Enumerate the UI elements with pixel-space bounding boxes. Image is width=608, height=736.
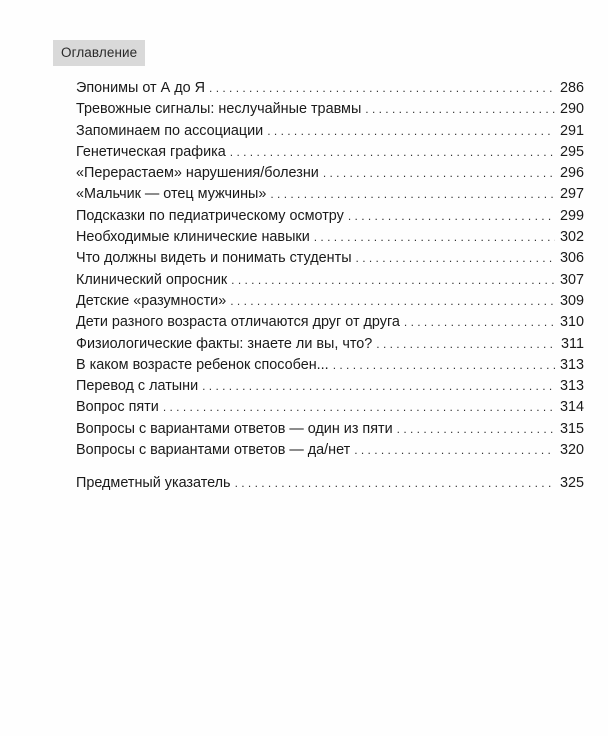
toc-entry-page: 286 <box>559 80 584 96</box>
toc-entry-page: 313 <box>559 378 584 395</box>
toc-entry[interactable] <box>76 376 584 397</box>
toc-entry[interactable] <box>76 312 584 333</box>
dot-leader <box>376 334 555 355</box>
toc-entry[interactable] <box>76 163 584 184</box>
toc-entry-page: 297 <box>559 186 584 203</box>
toc-entry-title: Запоминаем по ассоциации <box>76 122 264 139</box>
dot-leader <box>235 473 555 494</box>
toc-entry-page: 311 <box>561 335 584 352</box>
toc-entry-title: Вопросы с вариантами ответов — да/нет <box>76 442 351 459</box>
toc-entry-title: Эпонимы от А до Я <box>76 80 206 96</box>
toc-entry[interactable] <box>76 440 584 461</box>
toc-entry-title: Перевод с латыни <box>76 378 199 395</box>
toc-entry-title: Физиологические факты: знаете ли вы, что? <box>76 335 373 352</box>
toc-spacer <box>76 461 584 473</box>
toc-entry[interactable] <box>76 355 584 376</box>
toc-index-entry[interactable] <box>76 473 584 494</box>
toc-entry[interactable] <box>76 99 584 120</box>
toc-entry[interactable] <box>76 184 584 205</box>
dot-leader <box>270 184 555 205</box>
toc-entry-title: В каком возрасте ребенок способен... <box>76 356 329 373</box>
dot-leader <box>314 227 555 248</box>
toc-entry[interactable] <box>76 334 584 355</box>
dot-leader <box>323 163 555 184</box>
toc-entry-page: 306 <box>559 250 584 267</box>
dot-leader <box>230 142 555 163</box>
dot-leader <box>163 397 555 418</box>
dot-leader <box>230 291 555 312</box>
toc-entry[interactable] <box>76 142 584 163</box>
toc-entry-title: Дети разного возраста отличаются друг от друга <box>76 314 400 331</box>
toc-entry-page: 302 <box>559 229 584 246</box>
dot-leader <box>267 121 555 142</box>
toc-entry-title: Тревожные сигналы: неслучайные травмы <box>76 101 362 118</box>
toc-entry-title: Генетическая графика <box>76 143 226 160</box>
toc-entry-page: 295 <box>559 143 584 160</box>
toc-entry-page: 296 <box>559 165 584 182</box>
toc-entry-title: Вопрос пяти <box>76 399 159 416</box>
toc-entry[interactable] <box>76 419 584 440</box>
dot-leader <box>354 440 555 461</box>
dot-leader <box>404 312 555 333</box>
toc-entry-title: Подсказки по педиатрическому осмотру <box>76 207 344 224</box>
toc-entry-page: 310 <box>559 314 584 331</box>
toc-entry-title: Предметный указатель <box>76 475 231 492</box>
toc-entry-title: Детские «разумности» <box>76 292 227 309</box>
toc-entry-page: 315 <box>559 420 584 437</box>
toc-entry-page: 309 <box>559 292 584 309</box>
toc-entry-page: 325 <box>559 475 584 492</box>
toc-entry[interactable] <box>76 397 584 418</box>
toc-entry-title: «Перерастаем» нарушения/болезни <box>76 165 319 182</box>
toc-entry-page: 313 <box>559 356 584 373</box>
toc-entry-title: Необходимые клинические навыки <box>76 229 310 246</box>
section-header-tab: Оглавление <box>53 40 145 66</box>
table-of-contents <box>76 78 584 495</box>
toc-entry[interactable] <box>76 121 584 142</box>
toc-entry-page: 307 <box>559 271 584 288</box>
dot-leader <box>348 206 555 227</box>
toc-entry-title: Клинический опросник <box>76 271 228 288</box>
toc-entry-page: 320 <box>559 442 584 459</box>
toc-entry-title: Вопросы с вариантами ответов — один из пяти <box>76 420 393 437</box>
toc-entry-title: «Мальчик — отец мужчины» <box>76 186 267 203</box>
dot-leader <box>365 99 555 120</box>
toc-entry[interactable] <box>76 248 584 269</box>
dot-leader <box>397 419 555 440</box>
toc-entry-page: 290 <box>559 101 584 118</box>
toc-entry-title: Что должны видеть и понимать студенты <box>76 250 352 267</box>
toc-entry-page: 291 <box>559 122 584 139</box>
toc-entry-page: 314 <box>559 399 584 416</box>
dot-leader <box>356 248 555 269</box>
toc-entry[interactable] <box>76 227 584 248</box>
dot-leader <box>231 270 555 291</box>
toc-entry-page: 299 <box>559 207 584 224</box>
dot-leader <box>202 376 555 397</box>
toc-entry[interactable] <box>76 78 584 99</box>
toc-entry[interactable] <box>76 291 584 312</box>
dot-leader <box>209 78 555 99</box>
toc-entry[interactable] <box>76 270 584 291</box>
toc-entry[interactable] <box>76 206 584 227</box>
dot-leader <box>333 355 555 376</box>
